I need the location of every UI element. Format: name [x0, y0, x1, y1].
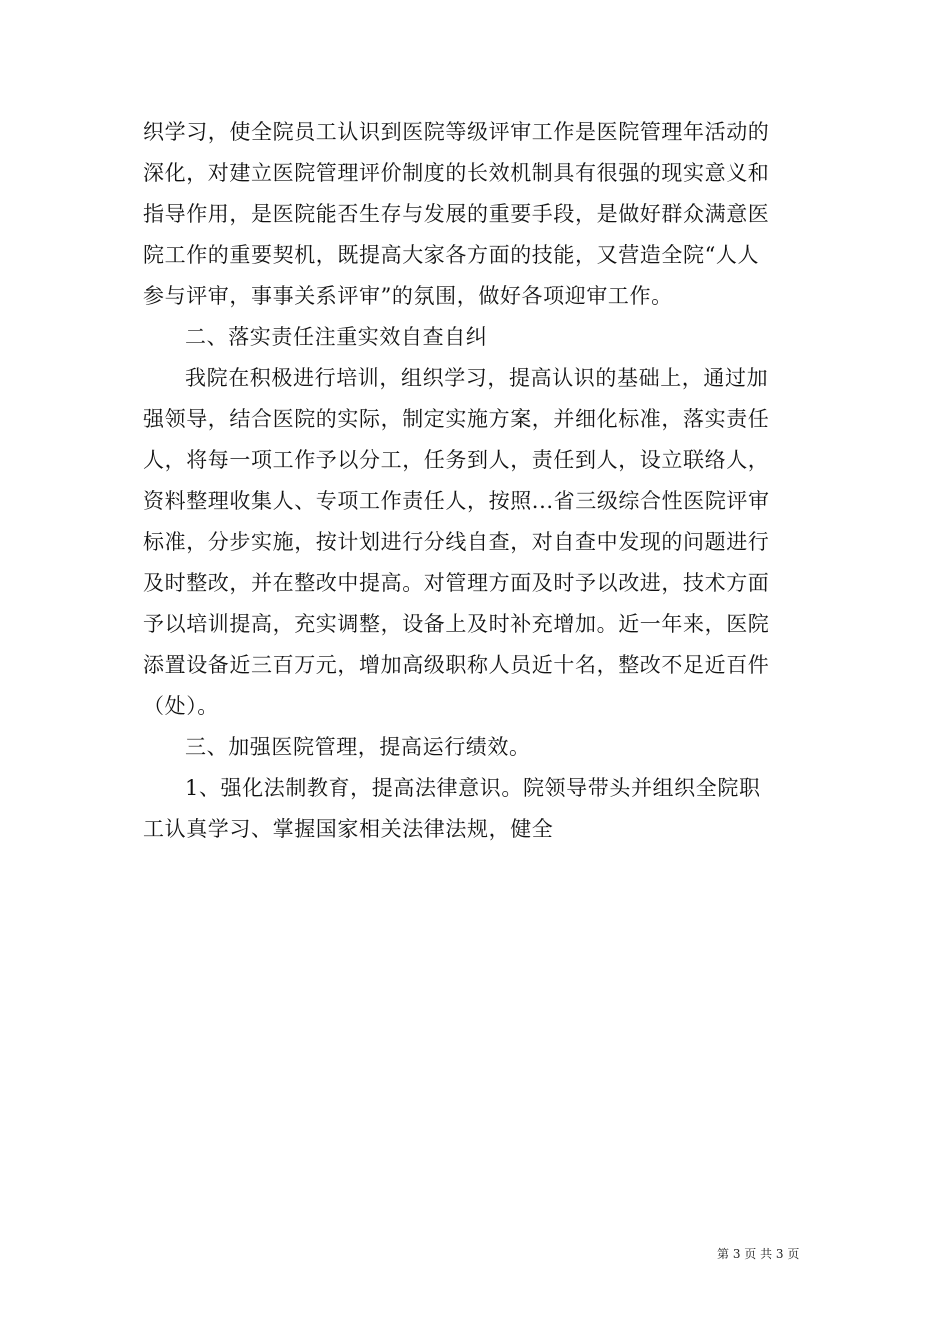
text-line: 予以培训提高，充实调整，设备上及时补充增加。近一年来，医院 [143, 612, 770, 636]
text-line: 及时整改，并在整改中提高。对管理方面及时予以改进，技术方面 [143, 571, 770, 595]
text-line: 织学习，使全院员工认识到医院等级评审工作是医院管理年活动的 [143, 120, 770, 144]
document-body [143, 112, 813, 850]
text-line: 添置设备近三百万元，增加高级职称人员近十名，整改不足近百件 [143, 653, 770, 677]
text-line: 参与评审，事事关系评审”的氛围，做好各项迎审工作。 [143, 284, 673, 308]
section-heading-3: 三、加强医院管理，提高运行绩效。 [185, 735, 531, 759]
text-line: 院工作的重要契机，既提高大家各方面的技能，又营造全院“人人 [143, 243, 760, 267]
page-number-footer: 第 3 页 共 3 页 [717, 1247, 800, 1261]
paragraph-start: 1、强化法制教育，提高法律意识。院领导带头并组织全院职 [185, 776, 761, 800]
text-line: 指导作用，是医院能否生存与发展的重要手段，是做好群众满意医 [143, 202, 770, 226]
text-line: 强领导，结合医院的实际，制定实施方案，并细化标准，落实责任 [143, 407, 770, 431]
text-line: 标准，分步实施，按计划进行分线自查，对自查中发现的问题进行 [143, 530, 770, 554]
paragraph-start: 我院在积极进行培训，组织学习，提高认识的基础上，通过加 [185, 366, 769, 390]
text-line: 人，将每一项工作予以分工，任务到人，责任到人，设立联络人， [143, 448, 770, 472]
text-line: 工认真学习、掌握国家相关法律法规，健全 [143, 817, 554, 841]
text-line: （处）。 [143, 694, 219, 718]
section-heading-2: 二、落实责任注重实效自查自纠 [185, 325, 488, 349]
text-line: 资料整理收集人、专项工作责任人，按照...省三级综合性医院评审 [143, 489, 770, 513]
text-line: 深化，对建立医院管理评价制度的长效机制具有很强的现实意义和 [143, 161, 770, 185]
